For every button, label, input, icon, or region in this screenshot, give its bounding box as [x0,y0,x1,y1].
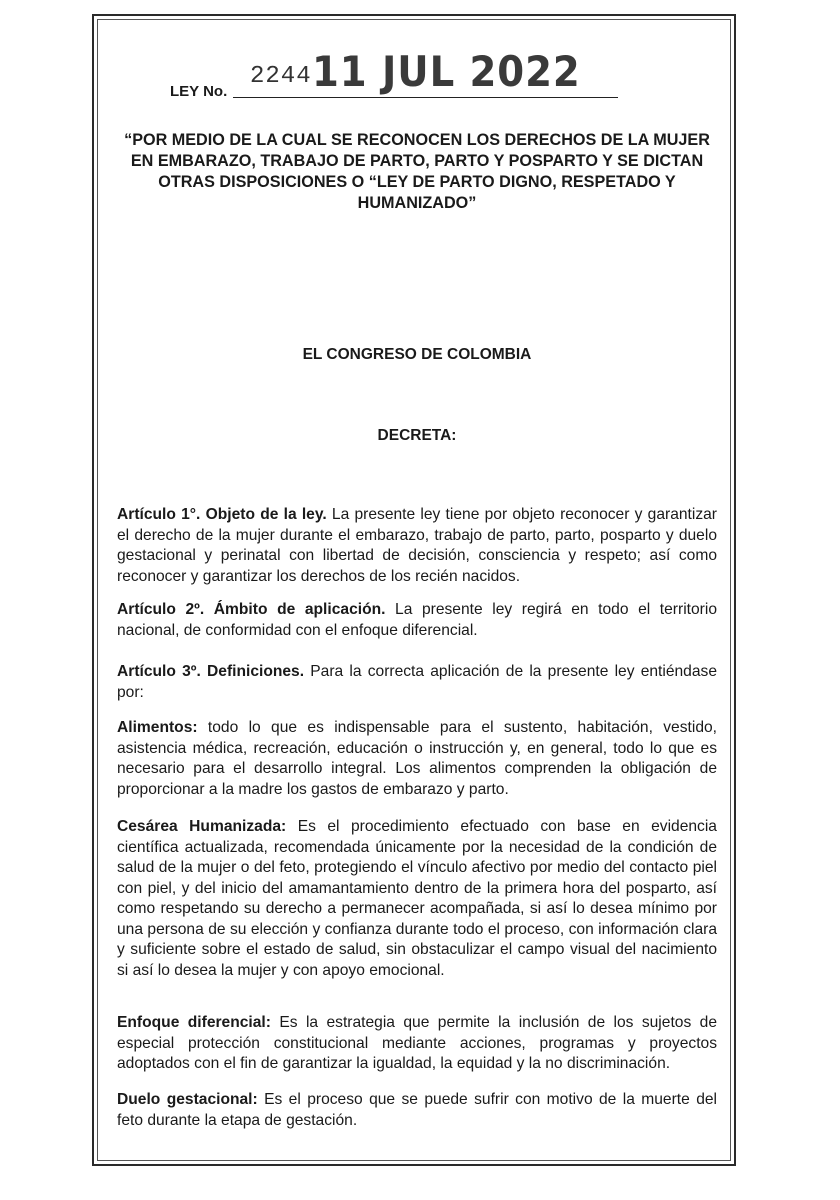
definition-alimentos-term: Alimentos: [117,719,198,736]
law-number-line [170,45,620,105]
definition-enfoque [117,1013,717,1075]
decree-heading: DECRETA: [377,427,457,444]
article-2-text: La presente ley regirá en todo el territorio nacional, de conformidad con el enfoque diferencial. [117,601,717,639]
law-number-underline [233,97,618,98]
ley-label: LEY No. [170,83,228,100]
definition-alimentos-text: todo lo que es indispensable para el sustento, habitación, vestido, asistencia médica, recreación, educación o instrucción y, en general, todo lo que es necesario para el desarrollo integral. Los alimentos comprenden la obligación de proporcionar a la madre los gastos de embarazo y parto. [117,719,717,798]
definition-duelo [117,1090,717,1131]
date-stamp: 11 JUL 2022 [312,47,581,96]
definition-alimentos [117,718,717,800]
article-3 [117,662,717,703]
article-3-text: Para la correcta aplicación de la presente ley entiéndase por: [117,663,717,701]
article-1 [117,505,717,587]
definition-enfoque-term: Enfoque diferencial: [117,1014,271,1031]
definition-cesarea-text: Es el procedimiento efectuado con base en evidencia científica actualizada, recomendada únicamente por la necesidad de la condición de salud de la mujer o del feto, protegiendo el vínculo afectivo por medio del contacto piel con piel, y del inicio del amamantamiento dentro de la primera hora del posparto, así como respetando su derecho a permanecer acompañada, si así lo desea mínimo por una persona de su elección y confianza durante todo el proceso, con información clara y suficiente sobre el estado de salud, sin obstaculizar el campo visual del nacimiento si así lo desea la mujer y con apoyo emocional. [117,818,717,979]
issuer-heading: EL CONGRESO DE COLOMBIA [302,346,532,363]
definition-enfoque-text: Es la estrategia que permite la inclusión de los sujetos de especial protección constitucional mediante acciones, programas y proyectos adoptados con el fin de garantizar la igualdad, la equidad y la no discriminación. [117,1014,717,1072]
article-2-heading: Artículo 2º. Ámbito de aplicación. [117,601,386,618]
article-1-text: La presente ley tiene por objeto reconocer y garantizar el derecho de la mujer durante el embarazo, trabajo de parto, parto, posparto y duelo gestacional y perinatal con libertad de decisión, consciencia y respeto; así como reconocer y garantizar los derechos de los recién nacidos. [117,506,717,585]
law-number: 2244 [250,63,312,90]
definition-cesarea-term: Cesárea Humanizada: [117,818,287,835]
article-2 [117,600,717,641]
definition-cesarea [117,817,717,981]
article-3-heading: Artículo 3º. Definiciones. [117,663,305,680]
article-1-heading: Artículo 1°. Objeto de la ley. [117,506,327,523]
definition-duelo-term: Duelo gestacional: [117,1091,258,1108]
law-title: “POR MEDIO DE LA CUAL SE RECONOCEN LOS DERECHOS DE LA MUJER EN EMBARAZO, TRABAJO DE PARTO, PARTO Y POSPARTO Y SE DICTAN OTRAS DISPOSICIONES O “LEY DE PARTO DIGNO, RESPETADO Y HUMANIZADO” [124,131,710,212]
definition-duelo-text: Es el proceso que se puede sufrir con motivo de la muerte del feto durante la etapa de gestación. [117,1091,718,1129]
